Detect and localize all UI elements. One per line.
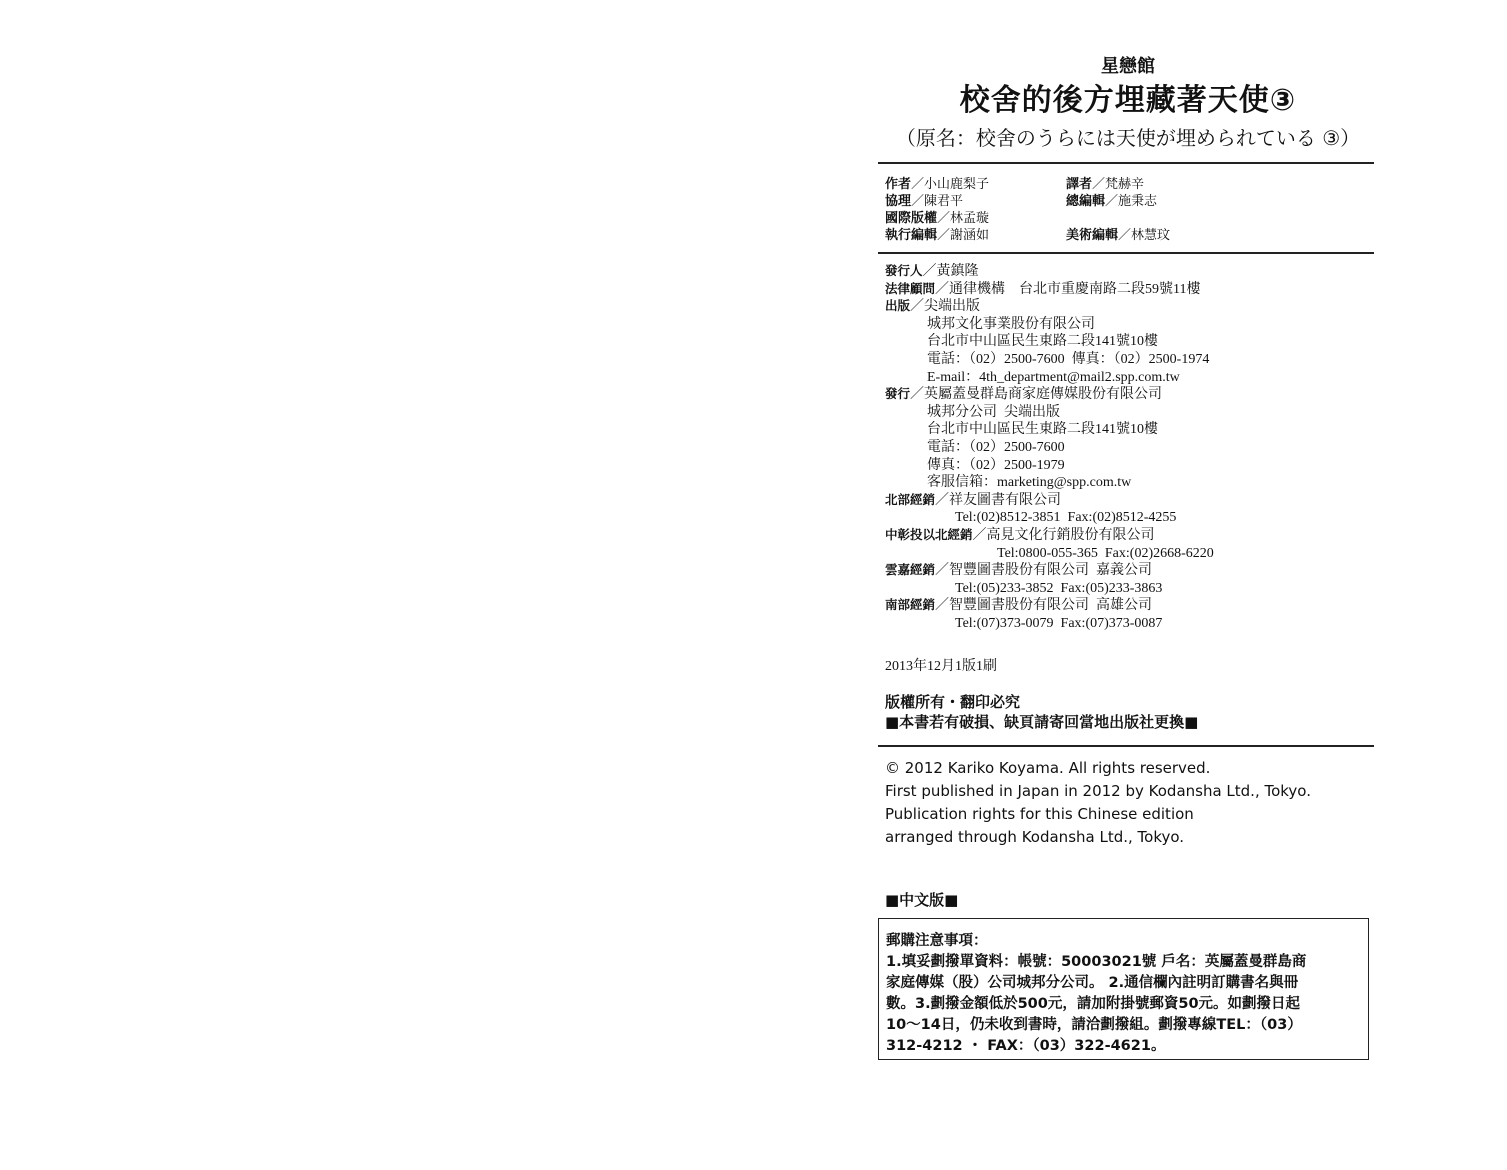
publishing-line	[885, 263, 1214, 281]
publishing-label: 出版	[885, 298, 911, 314]
rights-line: ■本書若有破損、缺頁請寄回當地出版社更換■	[885, 713, 1199, 731]
credit-role: 協理	[885, 194, 912, 209]
publishing-value: ／英屬蓋曼群島商家庭傳媒股份有限公司	[910, 387, 1163, 403]
publishing-value: 客服信箱：marketing@spp.com.tw	[885, 475, 1132, 491]
divider	[878, 162, 1374, 164]
publishing-label: 法律顧問	[885, 280, 936, 296]
credit-row	[885, 227, 1266, 244]
publishing-line	[885, 421, 1214, 439]
mail-order-notice	[878, 918, 1369, 1060]
publishing-info	[885, 263, 1214, 632]
notice-line: 數。3.劃撥金額低於500元，請加附掛號郵資50元。如劃撥日起	[886, 996, 1301, 1012]
rights-notice	[885, 692, 1198, 732]
publishing-value: E-mail：4th_department@mail2.spp.com.tw	[885, 369, 1180, 385]
publishing-value: ／尖端出版	[910, 299, 981, 315]
credit-cell	[885, 227, 1066, 244]
credit-cell	[1066, 193, 1266, 210]
publishing-value: 城邦分公司 尖端出版	[885, 404, 1060, 420]
english-copyright	[885, 757, 1311, 849]
notice-line: 10～14日，仍未收到書時，請洽劃撥組。劃撥專線TEL：（03）	[886, 1017, 1302, 1033]
publishing-line	[885, 597, 1214, 615]
notice-line: 1.填妥劃撥單資料：帳號：50003021號 戶名：英屬蓋曼群島商	[886, 954, 1307, 970]
copyright-line: arranged through Kodansha Ltd., Tokyo.	[885, 828, 1185, 846]
publisher-imprint: 星戀館	[1101, 56, 1155, 77]
edition-date: 2013年12月1版1刷	[885, 659, 997, 674]
original-title: （原名：校舍のうらには天使が埋められている ③）	[895, 126, 1361, 150]
publishing-line	[885, 298, 1214, 316]
publishing-line	[885, 545, 1214, 563]
divider	[878, 745, 1374, 747]
publishing-line	[885, 439, 1214, 457]
publishing-value: ／通律機構 台北市重慶南路二段59號11樓	[935, 281, 1201, 297]
copyright-line: © 2012 Kariko Koyama. All rights reserved.	[885, 759, 1211, 777]
publishing-line	[885, 316, 1214, 334]
rights-line: 版權所有・翻印必究	[885, 693, 1021, 711]
publishing-value: 傳真：（02）2500-1979	[885, 457, 1065, 473]
publishing-value: Tel:(02)8512-3851 Fax:(02)8512-4255	[885, 510, 1177, 526]
credit-row	[885, 210, 1266, 227]
publishing-value: ／智豐圖書股份有限公司 高雄公司	[935, 598, 1153, 614]
publishing-line	[885, 615, 1214, 633]
credit-cell	[885, 193, 1066, 210]
publishing-line	[885, 386, 1214, 404]
credit-name: ／林慧玟	[1118, 228, 1171, 243]
publishing-line	[885, 333, 1214, 351]
publishing-value: ／祥友圖書有限公司	[935, 492, 1062, 508]
credits-block	[885, 176, 1266, 244]
publishing-line	[885, 509, 1214, 527]
credit-name: ／謝涵如	[937, 228, 990, 243]
credit-role: 執行編輯	[885, 228, 938, 243]
credit-name: ／林孟璇	[937, 211, 990, 226]
publishing-label: 北部經銷	[885, 491, 936, 507]
copyright-line: Publication rights for this Chinese edition	[885, 805, 1194, 823]
divider	[878, 252, 1374, 254]
publishing-value: Tel:(07)373-0079 Fax:(07)373-0087	[885, 615, 1163, 631]
publishing-value: Tel:(05)233-3852 Fax:(05)233-3863	[885, 580, 1163, 596]
notice-line: 312-4212 ・ FAX：（03）322-4621。	[886, 1038, 1166, 1054]
publishing-line	[885, 580, 1214, 598]
publishing-value: 台北市中山區民生東路二段141號10樓	[885, 422, 1158, 438]
credit-cell	[1066, 210, 1266, 227]
credit-row	[885, 193, 1266, 210]
publishing-label: 南部經銷	[885, 597, 936, 613]
credit-cell	[885, 210, 1066, 227]
credit-name: ／小山鹿梨子	[911, 177, 990, 192]
publishing-value: 台北市中山區民生東路二段141號10樓	[885, 334, 1158, 350]
copyright-line: First published in Japan in 2012 by Kodansha Ltd., Tokyo.	[885, 782, 1311, 800]
publishing-line	[885, 527, 1214, 545]
publishing-value: 城邦文化事業股份有限公司	[885, 316, 1095, 332]
publishing-line	[885, 562, 1214, 580]
publishing-line	[885, 369, 1214, 387]
credit-role: 美術編輯	[1066, 228, 1119, 243]
publishing-label: 發行	[885, 386, 911, 402]
credit-role: 譯者	[1066, 177, 1093, 192]
credit-row	[885, 176, 1266, 193]
credit-cell	[885, 176, 1066, 193]
publishing-value: ／智豐圖書股份有限公司 嘉義公司	[935, 563, 1153, 579]
credit-cell	[1066, 227, 1266, 244]
publishing-line	[885, 404, 1214, 422]
publishing-line	[885, 281, 1214, 299]
publishing-value: 電話：（02）2500-7600 傳真：（02）2500-1974	[885, 351, 1210, 367]
credit-name: ／施秉志	[1105, 194, 1158, 209]
publishing-value: 電話：（02）2500-7600	[885, 439, 1065, 455]
notice-line: 家庭傳媒（股）公司城邦分公司。 2.通信欄內註明訂購書名與冊	[886, 975, 1299, 991]
credit-role: 總編輯	[1066, 194, 1106, 209]
credit-cell	[1066, 176, 1266, 193]
publishing-value: Tel:0800-055-365 Fax:(02)2668-6220	[885, 545, 1214, 561]
book-title: 校舍的後方埋藏著天使③	[959, 83, 1297, 118]
publishing-label: 雲嘉經銷	[885, 562, 936, 578]
publishing-line	[885, 492, 1214, 510]
publishing-line	[885, 457, 1214, 475]
publishing-line	[885, 474, 1214, 492]
notice-heading: 郵購注意事項：	[886, 933, 988, 949]
publishing-label: 發行人	[885, 263, 923, 278]
credit-name: ／梵赫辛	[1092, 177, 1145, 192]
publishing-label: 中彰投以北經銷	[885, 526, 973, 542]
credit-role: 作者	[885, 177, 912, 192]
chinese-edition-label: ■中文版■	[885, 891, 959, 909]
publishing-value: ／黃鎮隆	[922, 264, 979, 279]
credit-name: ／陳君平	[911, 194, 964, 209]
publishing-line	[885, 351, 1214, 369]
publishing-value: ／高見文化行銷股份有限公司	[972, 527, 1155, 543]
credit-role: 國際版權	[885, 211, 938, 226]
